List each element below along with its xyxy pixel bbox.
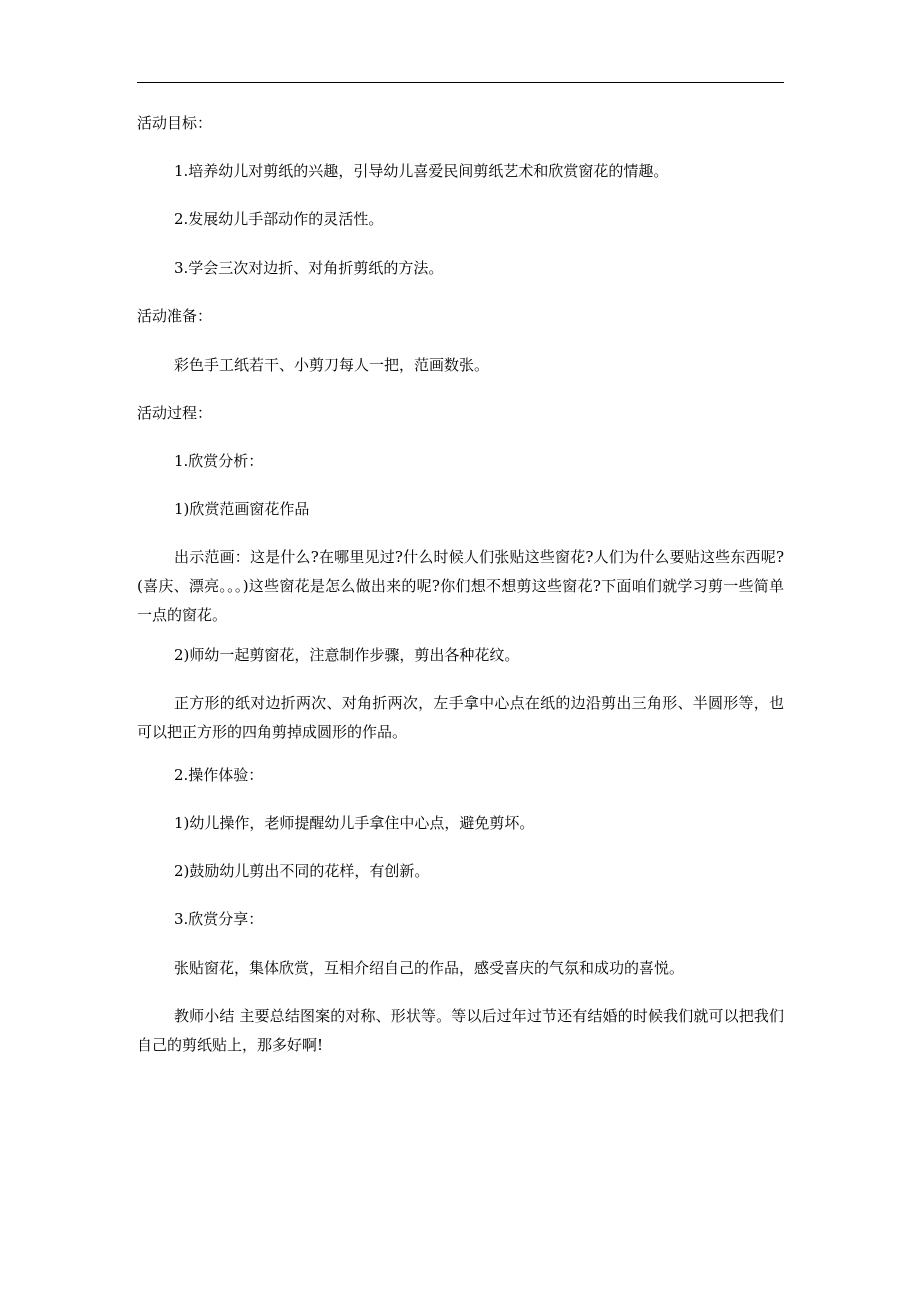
prep-heading: 活动准备： [137,307,213,325]
goal-heading: 活动目标： [137,114,213,132]
step-1-heading: 1.欣赏分析： [174,452,264,470]
teacher-summary: 教师小结 主要总结图案的对称、形状等。等以后过年过节还有结婚的时候我们就可以把我们自己的剪纸贴上，那多好啊! [137,1007,784,1054]
goal-item-1: 1.培养幼儿对剪纸的兴趣，引导幼儿喜爱民间剪纸艺术和欣赏窗花的情趣。 [174,162,669,180]
step-1-sub-1-text: 出示范画：这是什么?在哪里见过?什么时候人们张贴这些窗花?人们为什么要贴这些东西呢?(喜庆、漂亮。。。)这些窗花是怎么做出来的呢?你们想不想剪这些窗花?下面咱们就学习剪一些简单一点的窗花。 [137,548,784,624]
prep-item: 彩色手工纸若干、小剪刀每人一把，范画数张。 [174,356,490,374]
step-2-heading: 2.操作体验： [174,766,264,784]
step-1-sub-2: 2)师幼一起剪窗花，注意制作步骤，剪出各种花纹。 [174,646,520,664]
goal-item-2: 2.发展幼儿手部动作的灵活性。 [174,210,384,228]
step-1-sub-1: 1)欣赏范画窗花作品 [174,500,310,518]
goal-item-3: 3.学会三次对边折、对角折剪纸的方法。 [174,259,444,277]
step-2-sub-2: 2)鼓励幼儿剪出不同的花样，有创新。 [174,862,430,880]
step-3-heading: 3.欣赏分享： [174,910,264,928]
step-1-sub-2-text: 正方形的纸对边折两次、对角折两次，左手拿中心点在纸的边沿剪出三角形、半圆形等，也可以把正方形的四角剪掉成圆形的作品。 [137,694,784,741]
step-3-text: 张贴窗花，集体欣赏，互相介绍自己的作品，感受喜庆的气氛和成功的喜悦。 [174,959,685,977]
step-2-sub-1: 1)幼儿操作，老师提醒幼儿手拿住中心点，避免剪坏。 [174,814,535,832]
process-heading: 活动过程： [137,404,213,422]
header-rule [137,82,784,83]
